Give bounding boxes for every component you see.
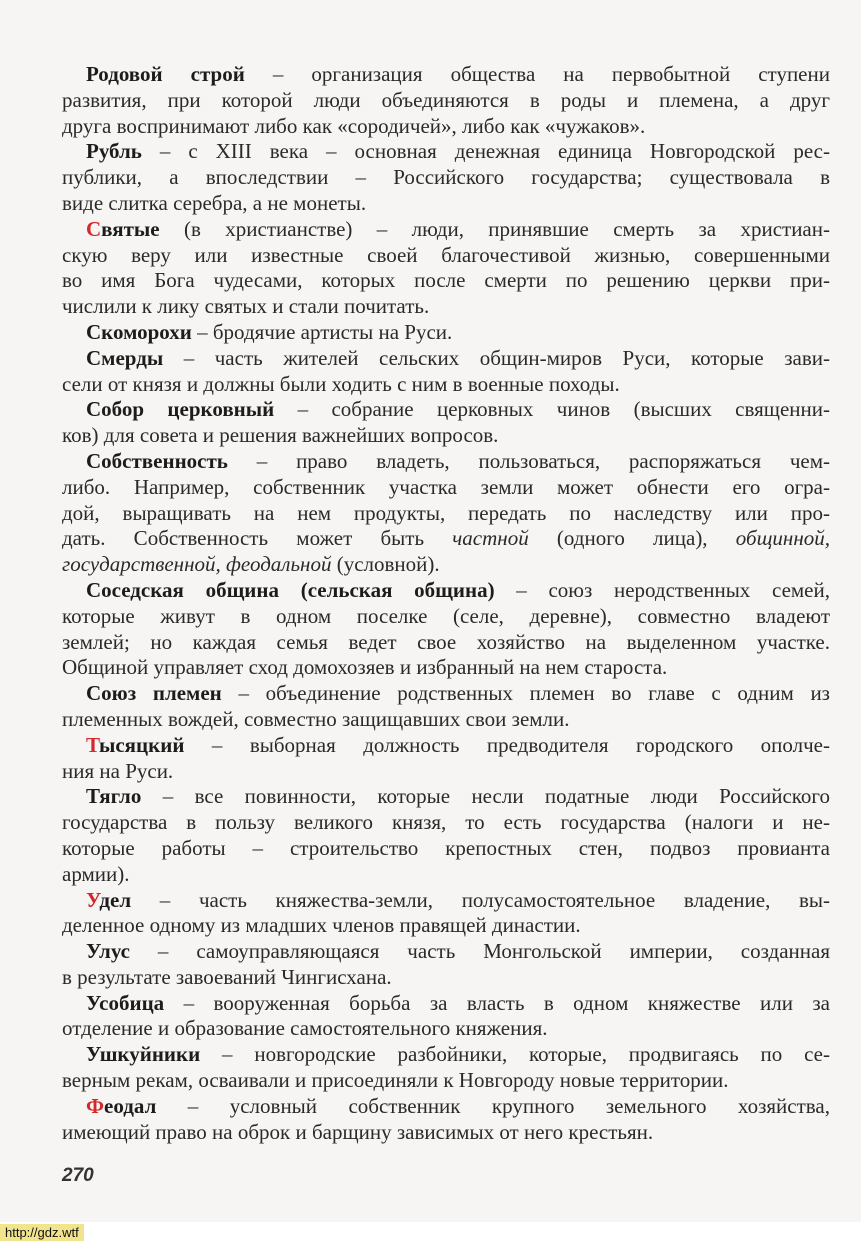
definition-text: армии).: [62, 861, 130, 886]
glossary-entry: [62, 888, 830, 940]
term-text: ысяцкий: [98, 732, 185, 757]
term-text: Усобица: [86, 990, 165, 1015]
entry-line: [62, 991, 830, 1017]
entry-line: [62, 578, 830, 604]
definition-text: верным рекам, осваивали и присоединяли к Новгороду новые территории.: [62, 1068, 729, 1093]
definition-text: – выборная должность предводителя городского ополче-: [184, 732, 830, 757]
entry-line: [62, 372, 830, 398]
definition-text: числили к лику святых и стали почитать.: [62, 294, 430, 319]
entry-line: [62, 397, 830, 423]
definition-text: – объединение родственных племен во главе с одним из: [221, 681, 830, 706]
entry-line: [62, 1016, 830, 1042]
glossary-entry: [62, 397, 830, 449]
entry-line: [62, 526, 830, 552]
definition-text: скую веру или известные своей благочестивой жизнью, совершенными: [62, 242, 830, 267]
entry-line: [62, 681, 830, 707]
definition-text: друга воспринимают либо как «сородичей», либо как «чужаков».: [62, 113, 646, 138]
term-text: Рубль: [86, 139, 142, 164]
definition-text: – вооруженная борьба за власть в одном княжестве или за: [164, 990, 830, 1015]
definition-text: имеющий право на оброк и барщину зависимых от него крестьян.: [62, 1119, 654, 1144]
entry-line: [62, 965, 830, 991]
glossary-entry: [62, 578, 830, 681]
glossary-entry: [62, 217, 830, 320]
entry-line: [62, 862, 830, 888]
glossary-entry: [62, 139, 830, 216]
definition-text: – новгородские разбойники, которые, продвигаясь по се-: [200, 1042, 830, 1067]
italic-text: частной: [452, 526, 529, 551]
term-text: Смерды: [86, 345, 164, 370]
term-text: Соседская община (сельская община): [86, 577, 495, 602]
entry-line: [62, 1120, 830, 1146]
bottom-strip: [0, 1222, 861, 1243]
definition-text: племенных вождей, совместно защищавших свои земли.: [62, 706, 570, 731]
definition-text: (условной).: [331, 552, 440, 577]
definition-text: которые живут в одном поселке (селе, деревне), совместно владеют: [62, 603, 830, 628]
entry-line: [62, 784, 830, 810]
entry-line: [62, 759, 830, 785]
definition-text: – часть княжества-земли, полусамостоятельное владение, вы-: [131, 887, 830, 912]
entry-line: [62, 655, 830, 681]
entry-line: [62, 294, 830, 320]
definition-text: – все повинности, которые несли податные люди Российского: [141, 784, 830, 809]
entry-line: [62, 1094, 830, 1120]
definition-text: – право владеть, пользоваться, распоряжаться чем-: [227, 448, 830, 473]
definition-text: – самоуправляющаяся часть Монгольской империи, созданная: [130, 939, 830, 964]
definition-text: Общиной управляет сход домохозяев и избранный на нем староста.: [62, 655, 668, 680]
term-text: Т: [86, 732, 99, 757]
term-text: Союз племен: [86, 681, 222, 706]
entry-line: [62, 501, 830, 527]
term-text: дел: [99, 887, 132, 912]
entry-line: [62, 836, 830, 862]
entry-line: [62, 630, 830, 656]
definition-text: ния на Руси.: [62, 758, 174, 783]
definition-text: государства в пользу великого князя, то есть государства (налоги и не-: [62, 810, 830, 835]
italic-text: общинной,: [735, 526, 831, 551]
term-text: Ушкуйники: [86, 1042, 201, 1067]
glossary-entry: [62, 784, 830, 887]
entry-line: [62, 939, 830, 965]
glossary-entry: [62, 991, 830, 1043]
definition-text: – собрание церковных чинов (высших священни-: [274, 397, 830, 422]
term-text: Собор церковный: [86, 397, 275, 422]
entry-line: [62, 707, 830, 733]
term-text: С: [86, 216, 102, 241]
definition-text: (в христианстве) – люди, принявшие смерть за христиан-: [159, 216, 830, 241]
glossary-entry: [62, 346, 830, 398]
definition-text: – организация общества на первобытной ступени: [244, 62, 830, 86]
definition-text: развития, при которой люди объединяются в роды и племена, а друг: [62, 87, 830, 112]
watermark-link[interactable]: http://gdz.wtf: [0, 1224, 84, 1241]
entry-line: [62, 475, 830, 501]
definition-text: которые работы – строительство крепостных стен, подвоз провианта: [62, 835, 830, 860]
entry-line: [62, 810, 830, 836]
term-text: Родовой строй: [86, 62, 245, 86]
term-text: Скоморохи: [86, 319, 192, 344]
entry-line: [62, 733, 830, 759]
entry-line: [62, 268, 830, 294]
entry-line: [62, 449, 830, 475]
definition-text: – союз неродственных семей,: [494, 577, 830, 602]
definition-text: дать. Собственность может быть: [62, 526, 453, 551]
term-text: У: [86, 887, 100, 912]
entry-line: [62, 320, 830, 346]
page-number: 270: [62, 1165, 94, 1186]
term-text: вятые: [101, 216, 160, 241]
definition-text: либо. Например, собственник участка земли может обнести его огра-: [62, 474, 830, 499]
definition-text: – условный собственник крупного земельного хозяйства,: [156, 1093, 830, 1118]
entry-line: [62, 888, 830, 914]
entry-line: [62, 604, 830, 630]
entry-line: [62, 243, 830, 269]
glossary-entry: [62, 939, 830, 991]
term-text: еодал: [104, 1093, 157, 1118]
entry-line: [62, 423, 830, 449]
glossary-entry: [62, 733, 830, 785]
term-text: Тягло: [86, 784, 142, 809]
glossary-entry: [62, 449, 830, 578]
entry-line: [62, 88, 830, 114]
definition-text: – часть жителей сельских общин-миров Руси, которые зави-: [163, 345, 830, 370]
glossary-page: [62, 62, 830, 1145]
definition-text: ков) для совета и решения важнейших вопросов.: [62, 423, 499, 448]
definition-text: деленное одному из младших членов правящей династии.: [62, 913, 581, 938]
term-text: Улус: [86, 939, 130, 964]
definition-text: (одного лица),: [528, 526, 736, 551]
glossary-entry: [62, 1042, 830, 1094]
entry-line: [62, 139, 830, 165]
entry-line: [62, 1042, 830, 1068]
definition-text: в результате завоеваний Чингисхана.: [62, 964, 392, 989]
entry-line: [62, 346, 830, 372]
definition-text: отделение и образование самостоятельного княжения.: [62, 1016, 548, 1041]
definition-text: дой, выращивать на нем продукты, передать по наследству или про-: [62, 500, 830, 525]
term-text: Собственность: [86, 448, 228, 473]
definition-text: землей; но каждая семья ведет свое хозяйство на выделенном участке.: [62, 629, 830, 654]
definition-text: виде слитка серебра, а не монеты.: [62, 190, 367, 215]
entry-line: [62, 62, 830, 88]
definition-text: сели от князя и должны были ходить с ним в военные походы.: [62, 371, 620, 396]
term-text: Ф: [86, 1093, 105, 1118]
italic-text: государственной, феодальной: [62, 552, 332, 577]
entry-line: [62, 165, 830, 191]
definition-text: – с XIII века – основная денежная единица Новгородской рес-: [141, 139, 830, 164]
glossary-entry: [62, 62, 830, 139]
entry-line: [62, 1068, 830, 1094]
entry-line: [62, 913, 830, 939]
definition-text: – бродячие артисты на Руси.: [191, 319, 453, 344]
definition-text: публики, а впоследствии – Российского государства; существовала в: [62, 165, 830, 190]
glossary-entry: [62, 1094, 830, 1146]
glossary-entry: [62, 681, 830, 733]
glossary-entry: [62, 320, 830, 346]
definition-text: во имя Бога чудесами, которых после смерти по решению церкви при-: [62, 268, 830, 293]
entry-line: [62, 552, 830, 578]
entry-line: [62, 114, 830, 140]
entry-line: [62, 191, 830, 217]
entry-line: [62, 217, 830, 243]
